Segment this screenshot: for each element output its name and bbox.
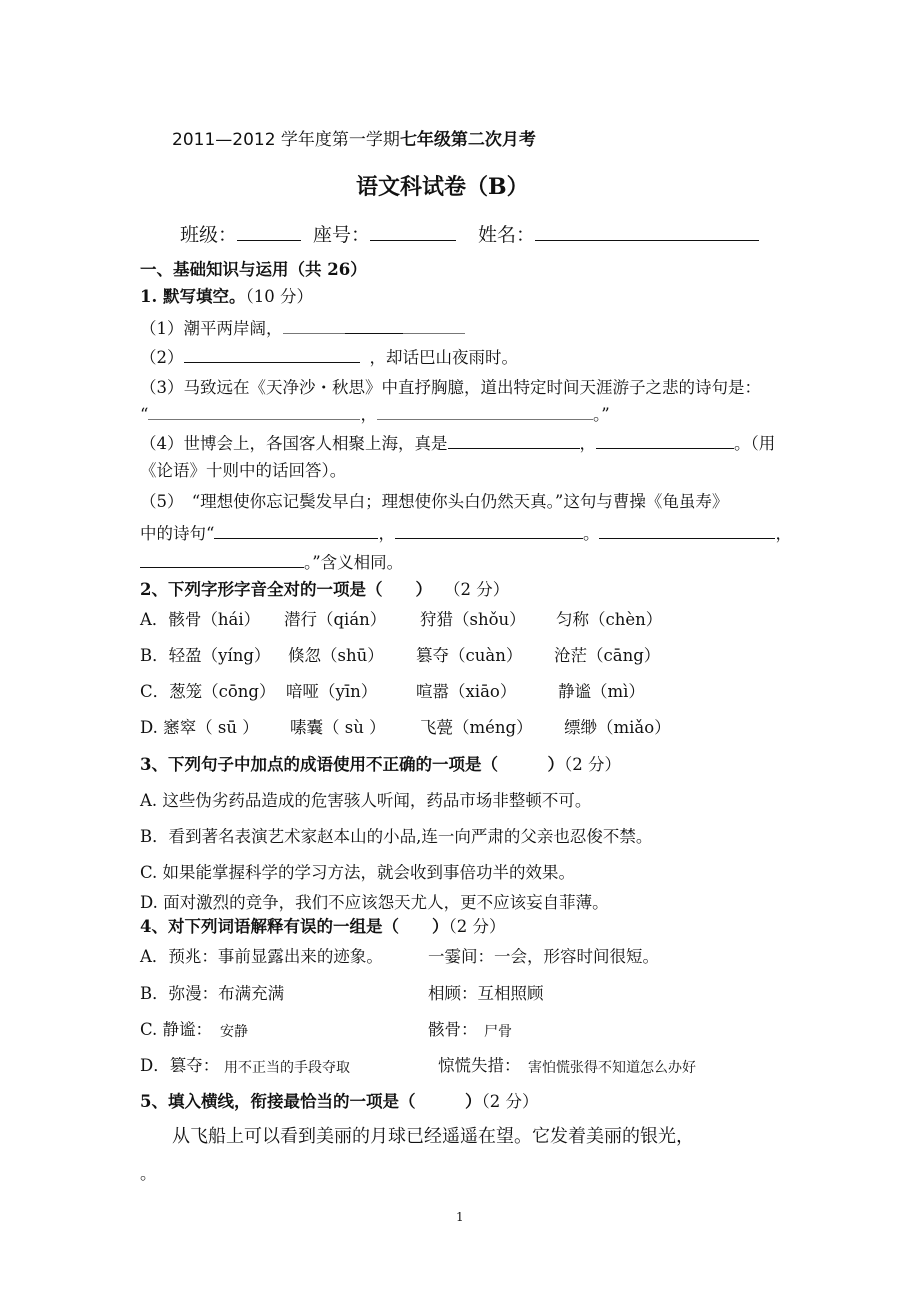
q1-score: （10 分） — [245, 287, 313, 306]
q3-option-c[interactable]: C. 如果能掌握科学的学习方法，就会收到事倍功半的效果。 — [140, 863, 576, 882]
q4-term: D．篡夺： — [140, 1056, 220, 1075]
q4-definition: 相顾：互相照顾 — [428, 984, 544, 1003]
q1-item-3-close: 。” — [592, 405, 610, 424]
answer-blank[interactable] — [283, 318, 345, 334]
q3-score: （2 分） — [563, 755, 621, 774]
q2-score: （2 分） — [443, 580, 510, 599]
seat-field[interactable] — [370, 222, 456, 241]
q3-label: 3、下列句子中加点的成语使用不正确的一项是（ ） — [140, 755, 564, 774]
name-label: 姓名： — [478, 224, 536, 246]
q1-item-1-text: （1）潮平两岸阔， — [140, 319, 283, 338]
section-heading: 一、基础知识与运用（共 26） — [140, 260, 367, 279]
q2-option-word: B．轻盈（yíng） — [140, 646, 271, 665]
q1-item-5-period: 。 — [582, 524, 600, 543]
q1-item-3-comma: ， — [360, 405, 377, 424]
seat-label: 座号： — [313, 224, 371, 246]
q2-option-word: 匀称（chèn） — [556, 610, 663, 629]
q1-item-5-prefix: 中的诗句“ — [140, 524, 215, 543]
answer-blank[interactable] — [184, 347, 360, 363]
question-3-title — [140, 755, 621, 775]
page-title: 语文科试卷（B） — [356, 174, 529, 200]
q3-option-d[interactable]: D. 面对激烈的竞争，我们不应该怨天尤人，更不应该妄自菲薄。 — [140, 893, 609, 912]
page-number: 1 — [456, 1210, 464, 1224]
q5-label: 5、填入横线，衔接最恰当的一项是（ ） — [140, 1092, 482, 1111]
exam-year-line — [172, 130, 536, 150]
q5-passage: 从飞船上可以看到美丽的月球已经遥遥在望。它发着美丽的银光， — [172, 1126, 694, 1147]
q2-option-word: D. 窸窣（ sū ） — [140, 718, 259, 737]
q1-item-4-line-2: 《论语》十则中的话回答）。 — [140, 461, 347, 480]
q1-item-5-line-2 — [140, 523, 792, 544]
q2-option-word: 喧嚣（xiāo） — [416, 682, 517, 701]
q1-item-3-open: “ — [140, 405, 149, 424]
q2-option-word: 飞甍（méng） — [420, 718, 533, 737]
answer-blank[interactable] — [448, 433, 580, 449]
answer-blank[interactable] — [599, 523, 775, 539]
answer-blank[interactable] — [214, 523, 378, 539]
q1-label: 1. 默写填空。 — [140, 287, 246, 306]
name-field[interactable] — [535, 222, 759, 241]
q1-item-3: （3）马致远在《天净沙・秋思》中直抒胸臆，道出特定时间天涯游子之悲的诗句是： — [140, 378, 761, 397]
q3-option-b[interactable]: B．看到著名表演艺术家赵本山的小品,连一向严肃的父亲也忍俊不禁。 — [140, 827, 653, 846]
class-field[interactable] — [237, 222, 301, 241]
q2-label: 2、下列字形字音全对的一项是（ ） — [140, 580, 432, 599]
q1-item-4-suffix: 。（用 — [734, 434, 776, 453]
q1-item-5-comma: ， — [378, 524, 395, 543]
question-4-title — [140, 917, 505, 937]
q2-option-word: 缥缈（miǎo） — [564, 718, 671, 737]
question-2-title — [140, 580, 509, 600]
q4-label: 4、对下列词语解释有误的一组是（ ） — [140, 917, 449, 936]
answer-blank[interactable] — [395, 523, 583, 539]
q4-score: （2 分） — [448, 917, 506, 936]
q2-option-word: 静谧（mì） — [558, 682, 645, 701]
q1-item-4-prefix: （4）世博会上，各国客人相聚上海，真是 — [140, 434, 448, 453]
q1-item-4-comma: ， — [579, 434, 596, 453]
exam-year: 2011—2012 学年度第一学期 — [172, 130, 400, 150]
q1-item-2 — [140, 347, 518, 368]
q1-item-1 — [140, 318, 465, 339]
q1-item-3-answers — [140, 404, 610, 425]
q4-term: 惊慌失措： — [438, 1056, 521, 1075]
q4-meaning: 尸骨 — [484, 1024, 512, 1040]
answer-blank[interactable] — [377, 404, 593, 420]
q2-option-word: 喑哑（yīn） — [286, 682, 378, 701]
q1-item-5-line-3 — [140, 552, 403, 573]
q4-term: 骸骨： — [428, 1020, 478, 1039]
q4-definition: A．预兆：事前显露出来的迹象。 — [140, 947, 383, 966]
class-label: 班级： — [180, 224, 238, 246]
question-5-title — [140, 1092, 538, 1112]
q4-meaning: 安静 — [220, 1024, 248, 1040]
q2-option-word: C．葱笼（cōng） — [140, 682, 276, 701]
q1-item-5-comma-2: ， — [775, 524, 792, 543]
q1-item-5: （5） “理想使你忘记鬓发早白；理想使你头白仍然天真。”这句与曹操《龟虽寿》 — [140, 492, 729, 511]
q2-option-word: 篡夺（cuàn） — [416, 646, 523, 665]
q1-item-4 — [140, 433, 775, 454]
question-1-title — [140, 287, 313, 307]
q2-option-word: 潜行（qián） — [284, 610, 387, 629]
q2-option-word: 倏忽（shū） — [288, 646, 384, 665]
q2-option-word: 嗉囊（ sù ） — [290, 718, 386, 737]
q1-item-5-suffix: 。”含义相同。 — [304, 553, 404, 572]
q5-passage-end: 。 — [140, 1164, 157, 1183]
q2-option-word: 沧茫（cāng） — [554, 646, 661, 665]
answer-blank[interactable] — [596, 433, 734, 449]
q4-definition: 一霎间：一会，形容时间很短。 — [428, 947, 659, 966]
answer-blank[interactable] — [345, 318, 403, 334]
q4-term: C. 静谧： — [140, 1020, 213, 1039]
q1-item-2-prefix: （2） — [140, 348, 184, 367]
q4-meaning: 用不正当的手段夺取 — [224, 1060, 350, 1076]
q3-option-a[interactable]: A. 这些伪劣药品造成的危害骇人听闻，药品市场非整顿不可。 — [140, 791, 592, 810]
student-info-row — [180, 222, 759, 247]
q5-score: （2 分） — [481, 1092, 539, 1111]
answer-blank[interactable] — [148, 404, 360, 420]
exam-grade: 七年级第二次月考 — [399, 130, 536, 150]
q1-item-2-suffix: ，却话巴山夜雨时。 — [369, 348, 518, 367]
q4-definition: B．弥漫：布满充满 — [140, 984, 285, 1003]
answer-blank[interactable] — [403, 318, 465, 334]
answer-blank[interactable] — [140, 552, 304, 568]
q2-option-word: A．骸骨（hái） — [140, 610, 261, 629]
q4-meaning: 害怕慌张得不知道怎么办好 — [528, 1060, 696, 1076]
q2-option-word: 狩猎（shǒu） — [420, 610, 526, 629]
